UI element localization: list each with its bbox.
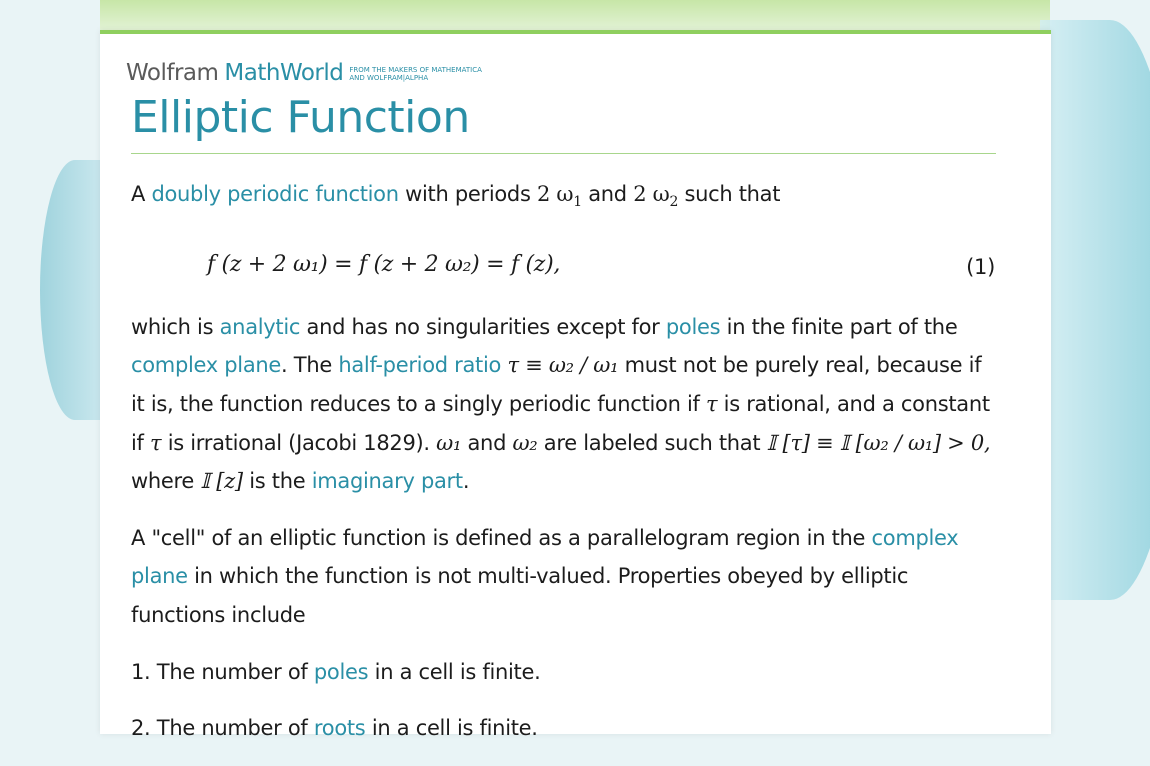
math-imaginary-condition: 𝕀 [τ] ≡ 𝕀 [ω₂ / ω₁] > 0, bbox=[766, 430, 991, 455]
math-period-1 bbox=[536, 182, 582, 211]
equation-1: f (z + 2 ω₁) = f (z + 2 ω₂) = f (z), bbox=[207, 251, 561, 277]
header-banner bbox=[100, 0, 1050, 32]
text: in which the function is not multi-valued. Properties obeyed by elliptic functions include bbox=[131, 564, 909, 627]
text: in a cell is finite. bbox=[368, 659, 541, 684]
paragraph-intro bbox=[131, 175, 1001, 222]
link-complex-plane-2[interactable]: complex plane bbox=[131, 525, 959, 589]
logo-wolfram-text: Wolfram bbox=[126, 60, 219, 86]
text: 1. The number of bbox=[131, 659, 314, 684]
link-poles-2[interactable]: poles bbox=[313, 659, 369, 684]
text: 2. The number of bbox=[131, 716, 314, 741]
logo-tagline bbox=[349, 66, 482, 86]
text: and bbox=[581, 182, 634, 206]
link-analytic[interactable]: analytic bbox=[219, 314, 301, 339]
math-omega-1: ω₁ bbox=[436, 430, 462, 455]
logo-mathworld-text: MathWorld bbox=[224, 60, 344, 86]
link-roots[interactable]: roots bbox=[313, 716, 366, 741]
text: which is bbox=[131, 314, 220, 339]
text: in a cell is finite. bbox=[365, 716, 538, 741]
text: such that bbox=[678, 182, 781, 206]
link-imaginary-part[interactable]: imaginary part bbox=[311, 469, 463, 494]
background-decoration-right bbox=[1040, 20, 1150, 600]
math-tau: τ bbox=[705, 391, 718, 416]
article-card bbox=[100, 30, 1051, 741]
math-text: 2 ω bbox=[536, 182, 574, 206]
text: where bbox=[131, 469, 201, 494]
logo-tagline-line2: AND WOLFRAM|ALPHA bbox=[349, 74, 429, 82]
link-doubly-periodic-function[interactable]: doubly periodic function bbox=[151, 182, 399, 206]
page-title: Elliptic Function bbox=[131, 92, 470, 143]
text: are labeled such that bbox=[537, 430, 767, 455]
math-imaginary-z: 𝕀 [z] bbox=[200, 469, 243, 494]
text: and has no singularities except for bbox=[300, 314, 666, 339]
link-half-period-ratio[interactable]: half-period ratio bbox=[338, 353, 502, 378]
math-subscript: 2 bbox=[669, 194, 679, 211]
text: in the finite part of the bbox=[720, 314, 958, 339]
text: must not be purely real, because if it is, the function reduces to a singly periodic function if bbox=[131, 353, 982, 416]
text: with periods bbox=[398, 182, 537, 206]
mathworld-logo[interactable] bbox=[126, 60, 482, 86]
title-divider bbox=[131, 153, 996, 154]
paragraph-definition bbox=[131, 308, 1001, 501]
link-complex-plane[interactable]: complex plane bbox=[131, 353, 282, 378]
text: A bbox=[131, 182, 152, 206]
text: . The bbox=[281, 353, 339, 378]
text: A "cell" of an elliptic function is defined as a parallelogram region in the bbox=[131, 525, 872, 550]
text: and bbox=[461, 430, 513, 455]
article-body bbox=[131, 175, 1001, 766]
text: is the bbox=[242, 469, 312, 494]
link-poles[interactable]: poles bbox=[665, 314, 721, 339]
text: . bbox=[462, 469, 470, 494]
math-subscript: 1 bbox=[573, 194, 582, 211]
math-text: 2 ω bbox=[633, 182, 670, 206]
list-item-1 bbox=[131, 653, 1001, 692]
text: is irrational (Jacobi 1829). bbox=[161, 430, 437, 455]
math-period-2 bbox=[633, 182, 679, 211]
logo-tagline-line1: FROM THE MAKERS OF MATHEMATICA bbox=[349, 66, 482, 74]
math-tau: τ bbox=[150, 430, 162, 455]
equation-row bbox=[131, 240, 1001, 298]
list-item-2 bbox=[131, 709, 1001, 748]
paragraph-cell bbox=[131, 519, 1001, 635]
math-tau-definition: τ ≡ ω₂ / ω₁ bbox=[507, 353, 619, 378]
text: is rational, and a constant if bbox=[131, 391, 990, 455]
equation-number: (1) bbox=[966, 254, 995, 279]
math-omega-2: ω₂ bbox=[512, 430, 538, 455]
